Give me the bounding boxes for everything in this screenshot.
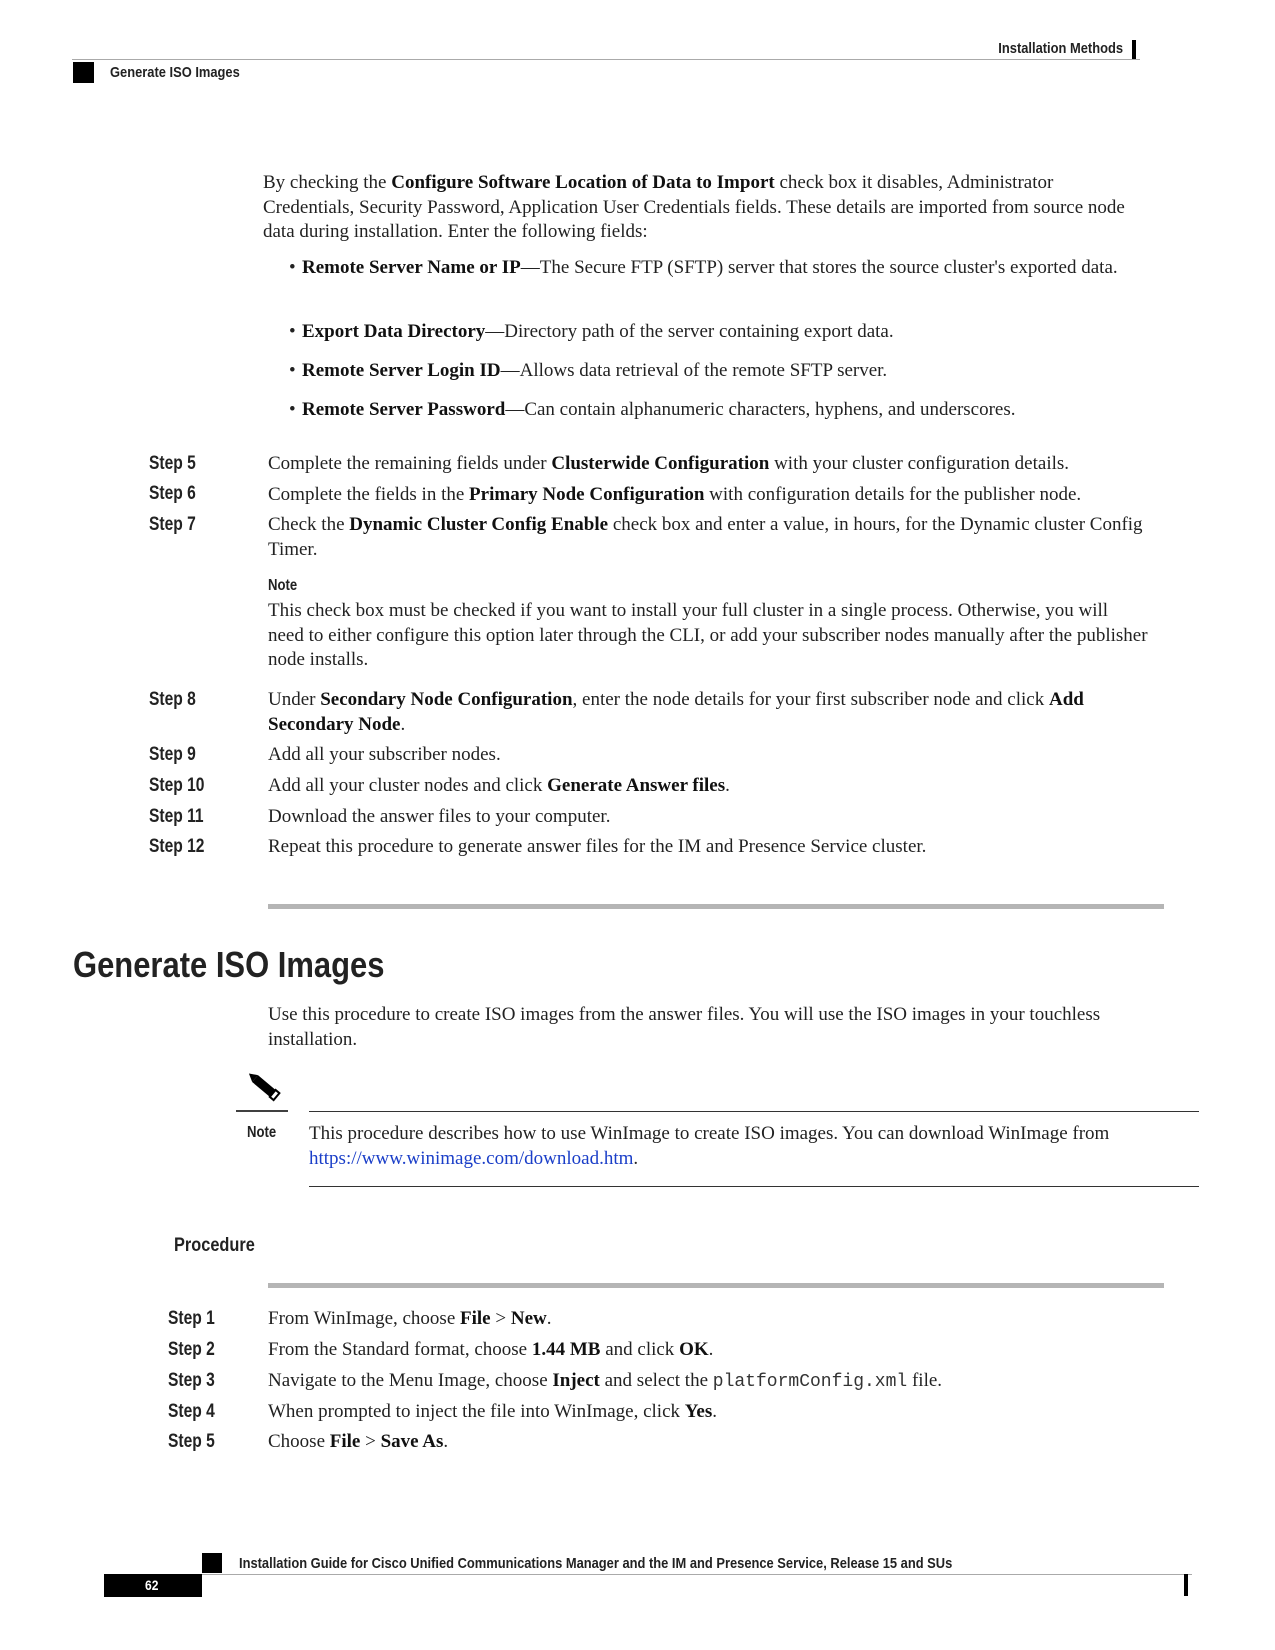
step-label: Step 3 <box>168 1370 215 1391</box>
inline-note-text: This check box must be checked if you want to install your full cluster in a single process. Otherwise, you will need to either configure this option later through the CLI, or add your subscriber nodes manually after the publisher node installs. <box>268 600 1148 670</box>
section-intro: Use this procedure to create ISO images from the answer files. You will use the ISO images in your touchless installation. <box>268 1004 1101 1050</box>
intro-paragraph: By checking the Configure Software Location of Data to Import check box it disables, Administrator Credentials, Security Password, Application User Credentials fields. These details are imported from source node data during installation. Enter the following fields: <box>263 172 1125 242</box>
bullet-remote-server-name: • Remote Server Name or IP—The Secure FTP (SFTP) server that stores the source cluster's exported data. <box>289 257 1118 278</box>
note-label: Note <box>247 1124 277 1141</box>
step-label: Step 8 <box>149 689 196 710</box>
inline-note-label: Note <box>268 577 298 594</box>
page-number: 62 <box>145 1577 159 1593</box>
step-label: Step 9 <box>149 744 196 765</box>
pencil-icon <box>236 1071 288 1113</box>
step-text: Choose File > Save As. <box>268 1431 449 1452</box>
footer-rule <box>202 1574 1192 1575</box>
procedure-label: Procedure <box>174 1235 255 1256</box>
footer-guide-title: Installation Guide for Cisco Unified Communications Manager and the IM and Presence Service, Release 15 and SUs <box>239 1555 953 1572</box>
step-text: When prompted to inject the file into WinImage, click Yes. <box>268 1401 717 1422</box>
bullet-export-data-directory: • Export Data Directory—Directory path of the server containing export data. <box>289 321 894 342</box>
step-text: Add all your cluster nodes and click Generate Answer files. <box>268 775 730 796</box>
step-label: Step 4 <box>168 1401 215 1422</box>
header-rule <box>72 59 1140 60</box>
step-text: Download the answer files to your computer. <box>268 806 611 827</box>
note-text: This procedure describes how to use WinImage to create ISO images. You can download WinImage from https://www.winimage.com/download.htm. <box>309 1123 1110 1169</box>
header-chapter-marker <box>1132 40 1136 59</box>
step-label: Step 5 <box>168 1431 215 1452</box>
step-label: Step 11 <box>149 806 204 827</box>
procedure-end-bar <box>268 904 1164 909</box>
step-text: Navigate to the Menu Image, choose Inject and select the platformConfig.xml file. <box>268 1370 943 1392</box>
bullet-remote-server-password: • Remote Server Password—Can contain alphanumeric characters, hyphens, and underscores. <box>289 399 1016 420</box>
step-text: Repeat this procedure to generate answer files for the IM and Presence Service cluster. <box>268 836 927 857</box>
step-label: Step 5 <box>149 453 196 474</box>
step-label: Step 12 <box>149 836 205 857</box>
config-filename: platformConfig.xml <box>712 1372 908 1392</box>
step-text: Check the Dynamic Cluster Config Enable check box and enter a value, in hours, for the Dynamic cluster Config Timer. <box>268 514 1143 560</box>
winimage-download-link[interactable]: https://www.winimage.com/download.htm <box>309 1147 634 1169</box>
procedure-start-bar <box>268 1283 1164 1288</box>
step-text: Add all your subscriber nodes. <box>268 744 501 765</box>
step-text: From the Standard format, choose 1.44 MB and click OK. <box>268 1339 714 1360</box>
bullet-remote-server-login: • Remote Server Login ID—Allows data retrieval of the remote SFTP server. <box>289 360 888 381</box>
note-bottom-rule <box>309 1186 1199 1187</box>
step-label: Step 6 <box>149 483 196 504</box>
section-title: Generate ISO Images <box>73 944 385 985</box>
header-section-marker <box>73 62 94 83</box>
step-text: Under Secondary Node Configuration, enter the node details for your first subscriber node and click Add Secondary Node. <box>268 689 1084 735</box>
step-text: Complete the fields in the Primary Node Configuration with configuration details for the publisher node. <box>268 484 1082 505</box>
step-label: Step 7 <box>149 514 196 535</box>
step-text: Complete the remaining fields under Clusterwide Configuration with your cluster configuration details. <box>268 453 1070 474</box>
step-label: Step 2 <box>168 1339 215 1360</box>
step-label: Step 1 <box>168 1308 215 1329</box>
note-top-rule <box>309 1111 1199 1112</box>
header-section: Generate ISO Images <box>110 64 240 81</box>
footer-right-marker <box>1184 1574 1188 1596</box>
header-chapter: Installation Methods <box>998 40 1123 57</box>
step-text: From WinImage, choose File > New. <box>268 1308 552 1329</box>
footer-marker <box>202 1553 222 1573</box>
step-label: Step 10 <box>149 775 205 796</box>
